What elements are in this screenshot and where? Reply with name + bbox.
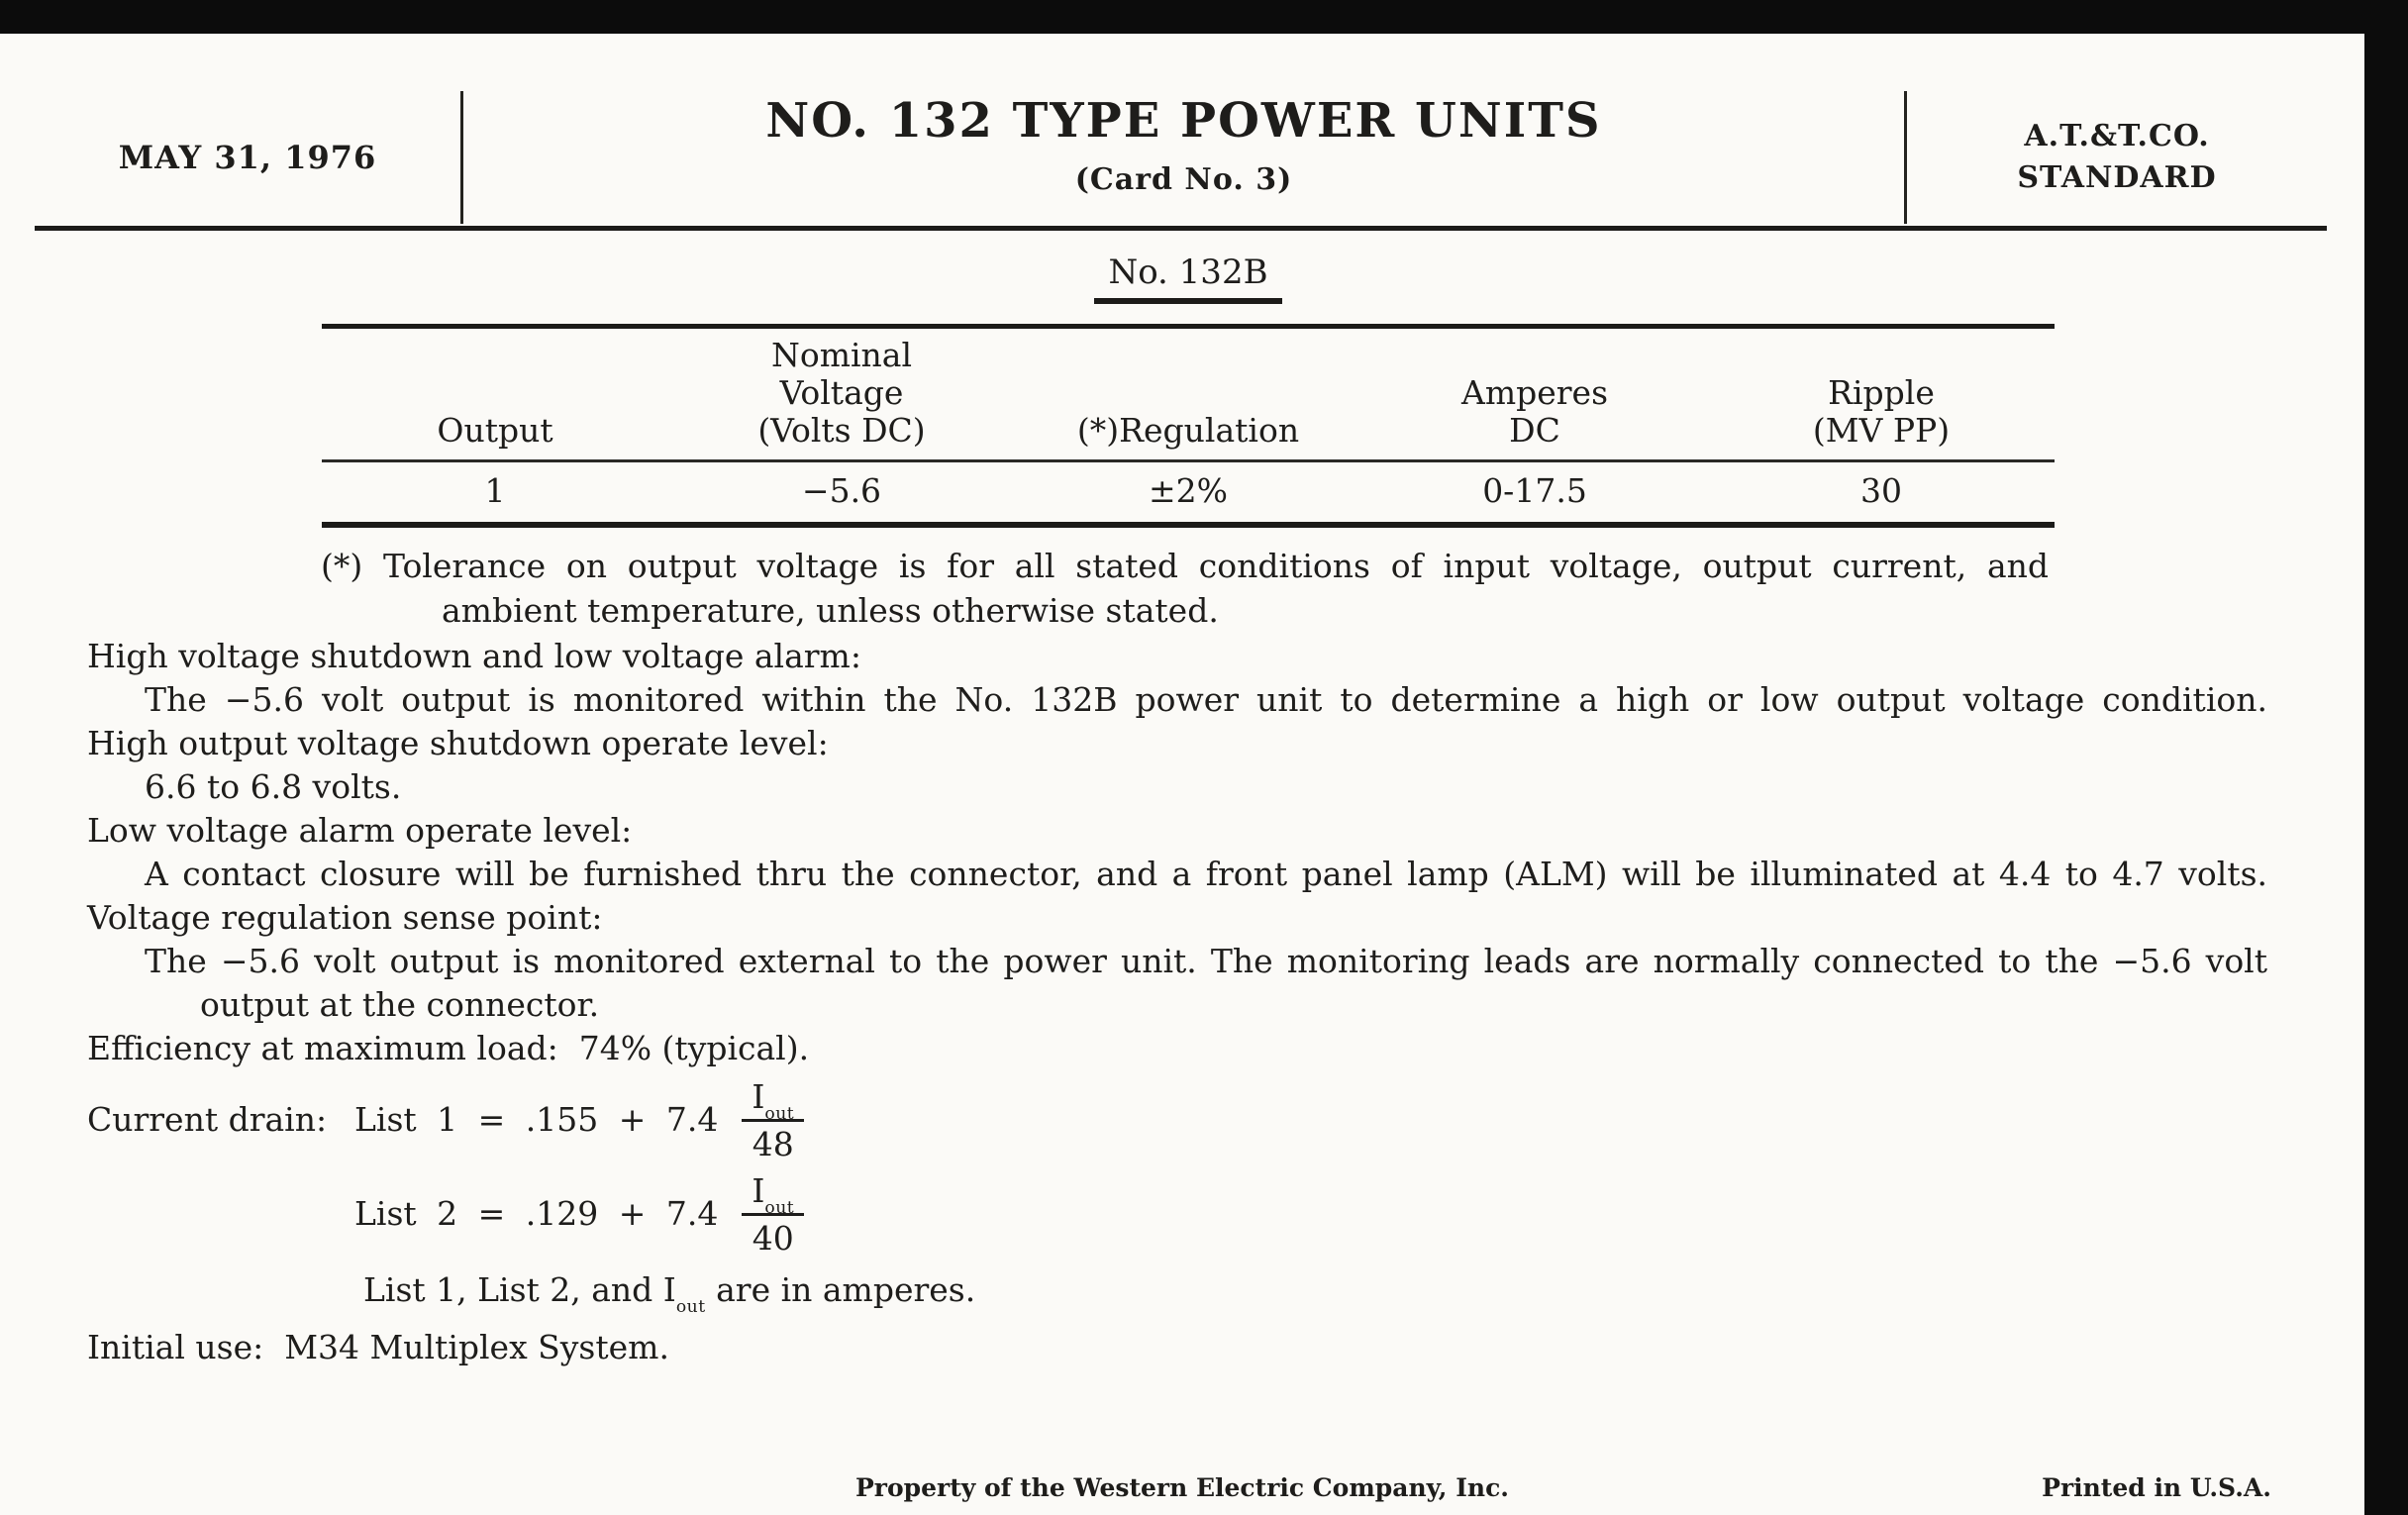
footnote-line-1: (*) Tolerance on output voltage is for all stated conditions of input voltage, output current, and [321, 547, 2049, 585]
formula-expression: List 2 = .129 + 7.4 [354, 1193, 719, 1233]
card-number: (Card No. 3) [1074, 162, 1293, 197]
header-line: (Volts DC) [757, 411, 926, 450]
table-footnote [321, 544, 2049, 633]
unit-model-title: No. 132B [1094, 252, 1281, 304]
header-line: Output [437, 411, 553, 450]
formula-note [87, 1268, 2267, 1318]
formula-row-list1 [87, 1078, 2267, 1161]
org-block [1907, 91, 2327, 224]
col-header-amperes-dc [1361, 327, 1708, 461]
cell-nominal-voltage: −5.6 [801, 471, 882, 510]
footnote-line-2: ambient temperature, unless otherwise stated. [442, 591, 1219, 630]
fraction [742, 1078, 804, 1161]
body-text [87, 635, 2267, 1369]
subscript: out [764, 1104, 795, 1125]
current-drain-label: Current drain: [87, 1099, 328, 1139]
spec-header-row [322, 327, 2055, 461]
header-title-block [463, 91, 1904, 224]
body-heading: Low voltage alarm operate level: [87, 811, 633, 850]
col-header-ripple [1708, 327, 2055, 461]
col-header-output [322, 327, 668, 461]
body-value: 6.6 to 6.8 volts. [145, 767, 402, 806]
spec-data-row [322, 461, 2055, 526]
spec-table-head [322, 327, 2055, 461]
footer-property-notice: Property of the Western Electric Company, Inc. [854, 1473, 1510, 1502]
card-footer [0, 1473, 2364, 1507]
body-heading: Voltage regulation sense point: [87, 898, 603, 937]
formula-row-list2 [87, 1171, 2267, 1258]
header-line: (*)Regulation [1076, 411, 1300, 450]
fraction-denominator: 40 [752, 1219, 794, 1258]
scan-edge-right [2364, 0, 2408, 1515]
body-paragraph: The −5.6 volt output is monitored within the No. 132B power unit to determine a high or low output voltage condition. [145, 680, 2267, 719]
current-drain-section [87, 1077, 2267, 1318]
col-header-regulation [1015, 327, 1361, 461]
cell-ripple: 30 [1860, 471, 1902, 510]
header-line: Nominal [770, 336, 913, 374]
spec-table-body [322, 461, 2055, 526]
numerator-base: I [752, 1171, 765, 1210]
org-name: A.T.&T.CO. [2024, 119, 2210, 153]
issue-date: MAY 31, 1976 [118, 139, 377, 176]
initial-use-line: Initial use: M34 Multiplex System. [87, 1328, 669, 1366]
fraction-numerator [742, 1171, 804, 1219]
footer-printed-in: Printed in U.S.A. [2042, 1473, 2271, 1502]
fraction-denominator: 48 [752, 1125, 794, 1163]
numerator-base: I [752, 1077, 765, 1116]
subscript: out [764, 1198, 795, 1219]
unit-title-row [0, 252, 2376, 304]
spec-table [322, 324, 2055, 528]
note-text: List 1, List 2, and I [363, 1270, 676, 1309]
card-header [35, 91, 2327, 224]
formula-expression: List 1 = .155 + 7.4 [354, 1099, 719, 1139]
cell-output: 1 [484, 471, 506, 510]
scan-edge-top [0, 0, 2408, 34]
body-heading: High output voltage shutdown operate level: [87, 724, 829, 762]
header-line: Amperes [1460, 373, 1609, 412]
body-heading: High voltage shutdown and low voltage alarm: [87, 637, 861, 675]
card-title: NO. 132 TYPE POWER UNITS [765, 93, 1602, 149]
body-paragraph-continuation: output at the connector. [200, 985, 600, 1024]
note-text: are in amperes. [705, 1270, 976, 1309]
fraction [742, 1171, 804, 1258]
subscript: out [675, 1297, 706, 1318]
body-heading: Efficiency at maximum load: 74% (typical). [87, 1029, 810, 1067]
body-paragraph: A contact closure will be furnished thru the connector, and a front panel lamp (ALM) will be illuminated at 4.4 to 4.7 volts. [145, 855, 2267, 893]
body-paragraph: The −5.6 volt output is monitored external to the power unit. The monitoring leads are normally connected to the −5.6 volt [145, 942, 2267, 980]
cell-regulation: ±2% [1148, 471, 1228, 510]
fraction-numerator [742, 1077, 804, 1125]
header-line: DC [1509, 411, 1560, 450]
header-line: Ripple [1828, 373, 1935, 412]
header-line: Voltage [779, 373, 904, 412]
header-line: (MV PP) [1812, 411, 1951, 450]
org-standard-label: STANDARD [2017, 160, 2217, 195]
cell-amperes-dc: 0-17.5 [1482, 471, 1587, 510]
header-rule [35, 226, 2327, 231]
col-header-nominal-voltage [668, 327, 1015, 461]
